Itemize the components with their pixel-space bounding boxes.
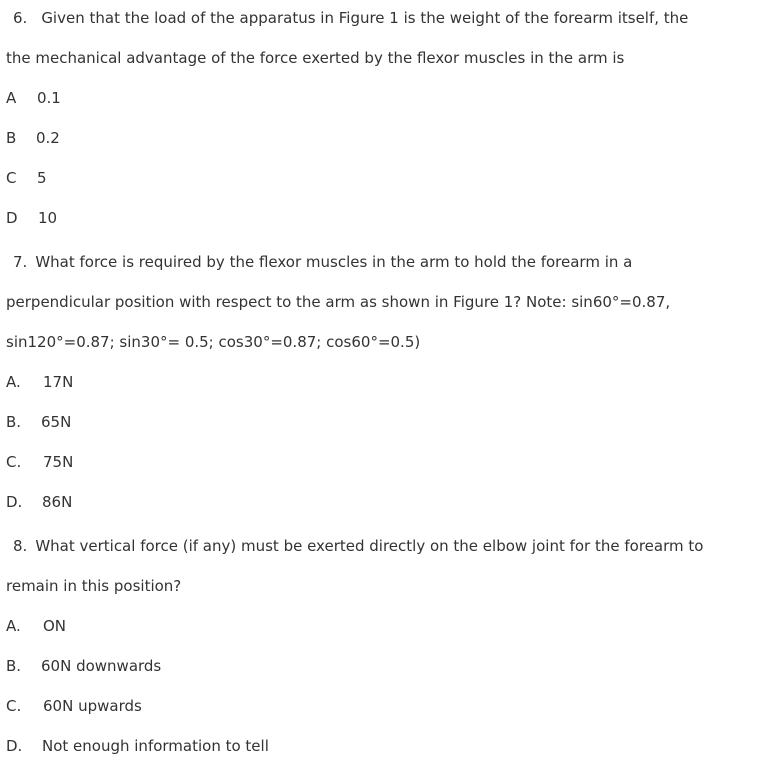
question-7-line-3: sin120°=0.87; sin30°= 0.5; cos30°=0.87; cos60°=0.5) (6, 333, 421, 351)
question-8-number: 8. (13, 537, 28, 555)
option-text: 17N (43, 373, 74, 391)
question-7-option-c (6, 450, 73, 474)
option-text: 65N (41, 413, 72, 431)
option-text: 10 (38, 209, 58, 227)
option-text: 60N upwards (43, 697, 142, 715)
option-letter: D. (6, 493, 23, 511)
option-letter: D. (6, 737, 23, 755)
question-6-line-1 (13, 6, 688, 30)
question-6-line-2: the mechanical advantage of the force exerted by the flexor muscles in the arm is (6, 49, 625, 67)
option-letter: A. (6, 373, 21, 391)
option-letter: C. (6, 453, 22, 471)
question-8-option-c (6, 694, 142, 718)
question-6-option-b (6, 126, 60, 150)
question-6-option-d (6, 206, 57, 230)
option-letter: B. (6, 413, 22, 431)
option-text: 0.2 (36, 129, 60, 147)
option-text: 86N (42, 493, 73, 511)
option-letter: D (6, 209, 18, 227)
question-7-line-1 (13, 250, 632, 274)
question-8-text-line-1: What vertical force (if any) must be exerted directly on the elbow joint for the forearm to (35, 537, 704, 555)
option-letter: C. (6, 697, 22, 715)
question-7-option-b (6, 410, 71, 434)
question-7-number: 7. (13, 253, 28, 271)
option-text: 0.1 (37, 89, 61, 107)
question-8-option-d (6, 734, 269, 758)
question-8-line-1 (13, 534, 703, 558)
option-letter: C (6, 169, 17, 187)
option-letter: A. (6, 617, 21, 635)
question-6-text-line-1: Given that the load of the apparatus in Figure 1 is the weight of the forearm itself, the (41, 9, 689, 27)
question-7-line-2: perpendicular position with respect to the arm as shown in Figure 1? Note: sin60°=0.87, (6, 293, 671, 311)
question-6-number: 6. (13, 9, 28, 27)
question-8-option-b (6, 654, 161, 678)
option-text: ON (43, 617, 67, 635)
question-7-text-line-1: What force is required by the flexor muscles in the arm to hold the forearm in a (35, 253, 633, 271)
question-8-option-a (6, 614, 66, 638)
question-6-option-c (6, 166, 47, 190)
option-text: 60N downwards (41, 657, 162, 675)
option-letter: A (6, 89, 17, 107)
question-7-option-d (6, 490, 72, 514)
option-text: 5 (37, 169, 47, 187)
question-8-line-2: remain in this position? (6, 577, 182, 595)
question-6-option-a (6, 86, 61, 110)
option-text: Not enough information to tell (42, 737, 269, 755)
option-letter: B. (6, 657, 22, 675)
option-letter: B (6, 129, 17, 147)
question-7-option-a (6, 370, 73, 394)
option-text: 75N (43, 453, 74, 471)
